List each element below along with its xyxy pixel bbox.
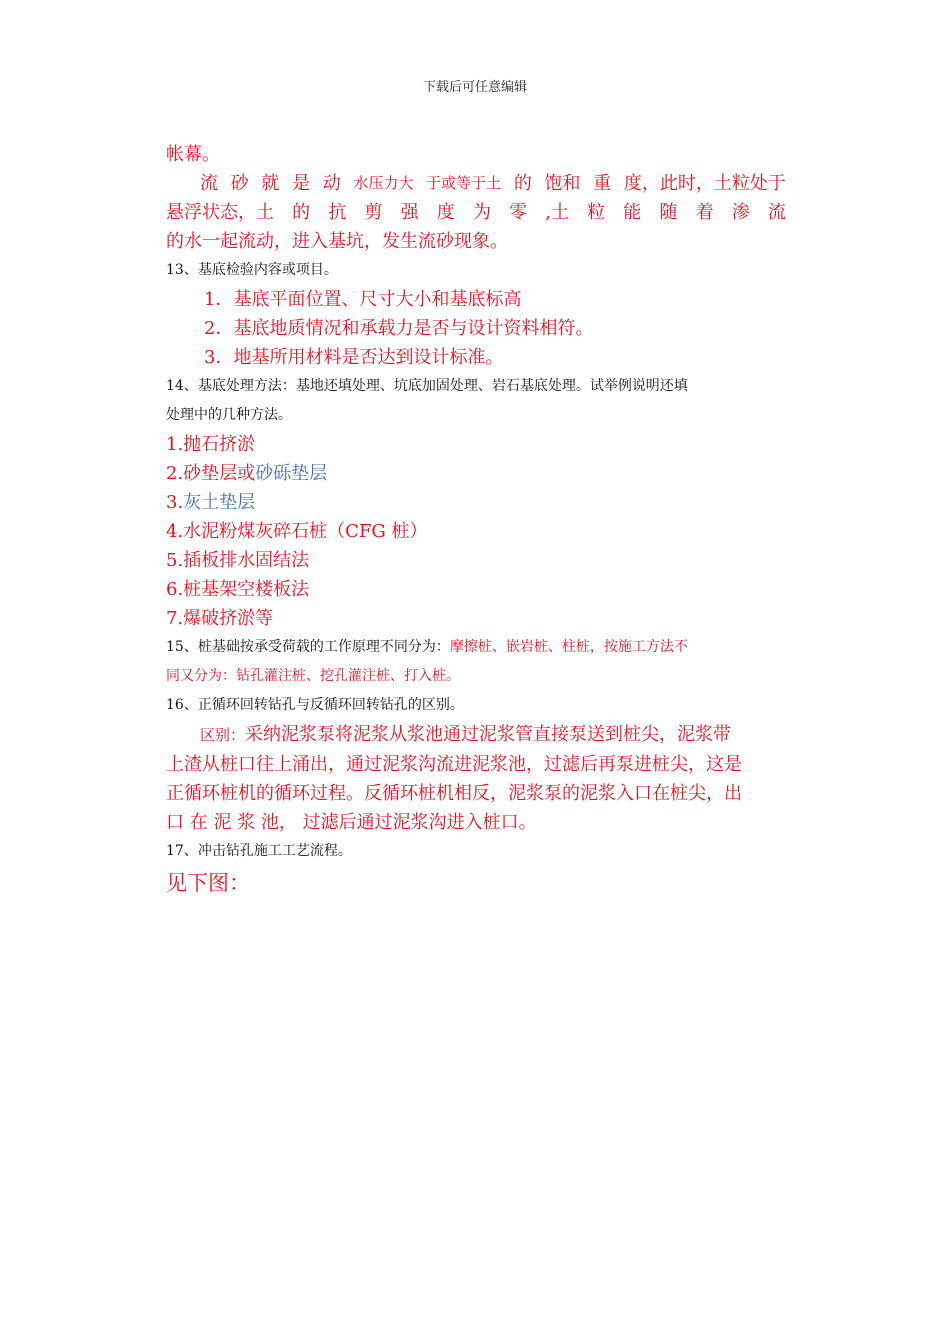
q14-item-1: 1.抛石挤淤 — [166, 434, 256, 455]
q16-answer-line1 — [166, 720, 786, 750]
para1-word: 能 — [623, 202, 642, 223]
para1-line0: 帐幕。 — [166, 144, 220, 165]
para1-word: 为 — [472, 202, 491, 223]
para1-word: 强 — [400, 202, 419, 223]
q17-answer: 见下图： — [166, 871, 250, 895]
para1-word: 动 — [322, 173, 341, 194]
para1-word: 的 — [513, 173, 532, 194]
q14-item-4: 4.水泥粉煤灰碎石桩（CFG 桩） — [166, 521, 428, 542]
para1-word: 渗 — [731, 202, 750, 223]
para1-line2 — [166, 198, 786, 227]
para1-word: 于或等于土 — [426, 174, 502, 192]
q14-item-2-link: 砂砾垫层 — [255, 463, 328, 484]
q14-title-line2: 处理中的几种方法。 — [166, 407, 292, 423]
para1-word: 重 — [593, 173, 612, 194]
para1-word: 流 — [200, 173, 218, 194]
q13-item-2: 2．基底地质情况和承载力是否与设计资料相符。 — [204, 318, 594, 339]
q16-answer-label: 区别： — [200, 726, 246, 744]
para1-word: 度 — [436, 202, 455, 223]
para1-word: 粒 — [587, 202, 606, 223]
q16-title: 16、正循环回转钻孔与反循环回转钻孔的区别。 — [166, 697, 464, 713]
q14-item-3-link: 灰土垫层 — [183, 492, 256, 513]
para1-line3: 的水一起流动，进入基坑，发生流砂现象。 — [166, 231, 508, 252]
q14-item-6: 6.桩基架空楼板法 — [166, 579, 310, 600]
q16-word: 过滤后通过泥浆沟进入桩口。 — [302, 812, 537, 833]
q15-answer-part2: 同又分为：钻孔灌注桩、挖孔灌注桩、打入桩。 — [166, 668, 460, 684]
para1-word: 随 — [659, 202, 678, 223]
q16-answer-text: 采纳泥浆泵将泥浆从浆池通过泥浆管直接泵送到桩尖，泥浆带 — [245, 724, 732, 745]
para1-word: 就 — [261, 173, 280, 194]
q14-item-5: 5.插板排水固结法 — [166, 550, 310, 571]
para1-word: 是 — [292, 173, 311, 194]
document-body — [166, 140, 786, 900]
para1-word: 着 — [695, 202, 714, 223]
para1-word: 流 — [767, 202, 786, 223]
q17-title: 17、冲击钻孔施工工艺流程。 — [166, 843, 352, 859]
q13-title: 13、基底检验内容或项目。 — [166, 262, 338, 278]
para1-word: 抗 — [328, 202, 347, 223]
q15-question: 15、桩基础按承受荷载的工作原理不同分为： — [166, 639, 450, 655]
para1-word: 剪 — [364, 202, 383, 223]
para1-word: 饱和 — [544, 173, 581, 194]
q16-word: 池， — [260, 812, 297, 833]
para1-word: 的 — [292, 202, 311, 223]
q14-item-3-number: 3. — [166, 492, 184, 513]
q16-word: 浆 — [237, 812, 256, 833]
para1-line1 — [166, 169, 786, 198]
para1-word: ,土 — [545, 202, 569, 223]
para1-word: 悬浮状态，土 — [166, 202, 274, 223]
q14-item-7: 7.爆破挤淤等 — [166, 608, 274, 629]
q14-item-2-text: 2.砂垫层或 — [166, 463, 256, 484]
q14-item-2 — [166, 459, 786, 488]
q13-item-1: 1．基底平面位置、尺寸大小和基底标高 — [204, 289, 522, 310]
q16-answer-line3: 正循环桩机的循环过程。反循环桩机相反，泥浆泵的泥浆入口在桩尖，出 — [166, 783, 742, 804]
para1-word: 水压力大 — [353, 174, 414, 192]
q16-answer-line4 — [166, 808, 786, 837]
q16-word: 口 — [166, 812, 184, 833]
para1-word: 度，此时，土粒处于 — [623, 173, 786, 194]
q16-word: 在 — [189, 812, 208, 833]
q15-answer-part1: 摩擦桩、嵌岩桩、柱桩，按施工方法不 — [449, 639, 688, 655]
q15-line1 — [166, 633, 786, 662]
q14-title-line1: 14、基底处理方法：基地还填处理、坑底加固处理、岩石基底处理。试举例说明还填 — [166, 378, 688, 394]
para1-word: 砂 — [230, 173, 249, 194]
q13-item-3: 3．地基所用材料是否达到设计标准。 — [204, 347, 504, 368]
page-header: 下载后可任意编辑 — [422, 80, 527, 95]
q16-answer-line2: 上渣从桩口往上涌出，通过泥浆沟流进泥浆池，过滤后再泵进桩尖，这是 — [166, 754, 742, 775]
q16-word: 泥 — [213, 812, 232, 833]
para1-word: 零 — [509, 202, 528, 223]
q14-item-3 — [166, 488, 786, 517]
